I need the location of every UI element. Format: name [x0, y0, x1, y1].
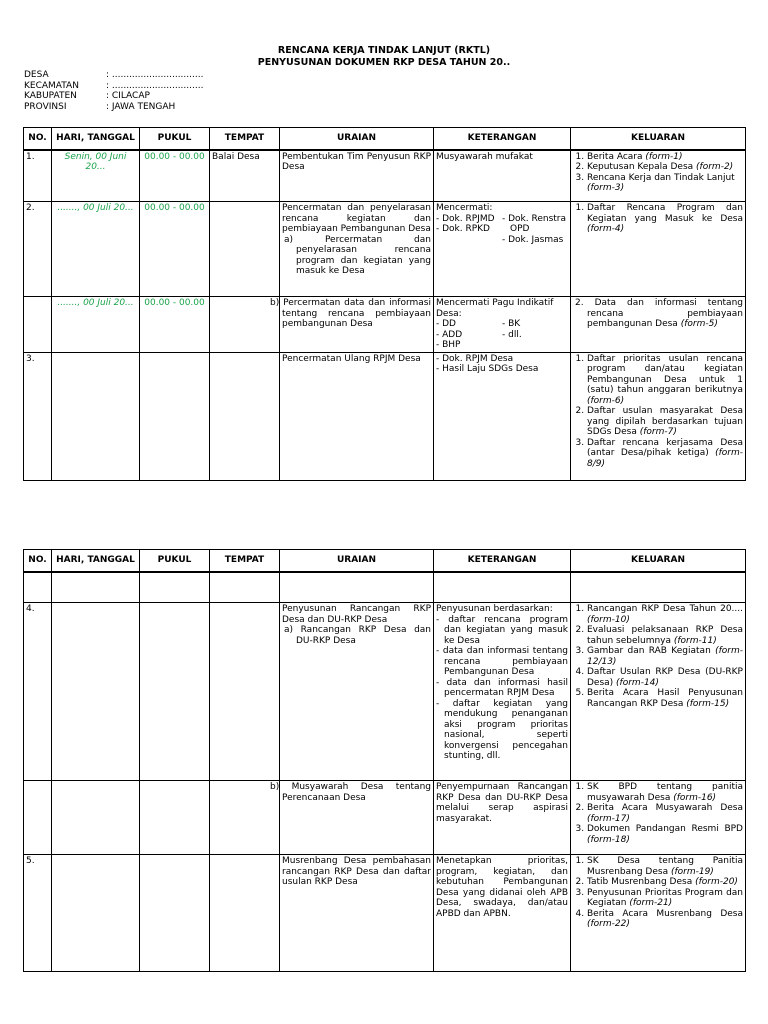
row-keterangan: Penyempurnaan Rancangan RKP Desa dan DU-RKP Desa melalui serap aspirasi masyarakat. [434, 781, 571, 855]
row-time [140, 855, 210, 972]
table-row [24, 572, 746, 603]
row-uraian: Pencermatan dan penyelarasan rencana kegiatan dan pembiayaan Pembangunan Desa a) Percermatan dan penyelarasan rencana program dan kegiatan yang masuk ke Desa [280, 202, 434, 297]
header-keluaran: KELUARAN [571, 550, 746, 572]
header-uraian: URAIAN [280, 128, 434, 150]
header-no: NO. [24, 128, 52, 150]
row-keterangan: Penyusunan berdasarkan: - daftar rencana program dan kegiatan yang masuk ke Desa - data dan informasi tentang rencana pembiayaan Pembangunan Desa - data dan informasi hasil pencermatan RPJM Desa - daftar kegiatan yang mendukung penanganan aksi program prioritas nasional, seperti konvergensi pencegahan stunting, dll. [434, 603, 571, 781]
header-tempat: TEMPAT [210, 550, 280, 572]
header-keterangan: KETERANGAN [434, 550, 571, 572]
table-row [24, 855, 746, 972]
row-keterangan: Musyawarah mufakat [434, 150, 571, 202]
row-uraian: Pencermatan Ulang RPJM Desa [280, 352, 434, 480]
header-uraian: URAIAN [280, 550, 434, 572]
row-time: 00.00 - 00.00 [140, 150, 210, 202]
row-date [52, 603, 140, 781]
row-time: 00.00 - 00.00 [140, 202, 210, 297]
row-keluaran: 1. SK BPD tentang panitia musyawarah Desa (form-16) 2. Berita Acara Musyawarah Desa (form-17) 3. Dokumen Pandangan Resmi BPD (form-18) [571, 781, 746, 855]
table-header-row [24, 550, 746, 572]
header-hari-tanggal: HARI, TANGGAL [52, 550, 140, 572]
table-row [24, 150, 746, 202]
row-keterangan: Menetapkan prioritas, program, kegiatan, dan kebutuhan Pembangunan Desa yang didanai oleh APB Desa, swadaya, dan/atau APBD dan APBN. [434, 855, 571, 972]
row-keluaran: 1. Daftar Rencana Program dan Kegiatan yang Masuk ke Desa (form-4) [571, 202, 746, 297]
header-pukul: PUKUL [140, 550, 210, 572]
row-time [140, 603, 210, 781]
header-keluaran: KELUARAN [571, 128, 746, 150]
table-header-row [24, 128, 746, 150]
document-title: RENCANA KERJA TINDAK LANJUT (RKTL) [277, 45, 491, 56]
row-date: ......., 00 Juli 20... [52, 297, 140, 353]
row-place [210, 352, 280, 480]
row-keterangan: Mencermati: - Dok. RPJMD - Dok. RPKD - Dok. Renstra OPD - Dok. Jasmas [434, 202, 571, 297]
table-row [24, 352, 746, 480]
document-subtitle: PENYUSUNAN DOKUMEN RKP DESA TAHUN 20.. [257, 57, 511, 68]
table-row [24, 603, 746, 781]
row-date [52, 855, 140, 972]
rktl-table-1 [23, 127, 746, 481]
row-time [140, 352, 210, 480]
row-no: 2. [24, 202, 52, 297]
row-uraian: b) Percermatan data dan informasi tentang rencana pembiayaan pembangunan Desa [280, 297, 434, 353]
info-provinsi: PROVINSI : JAWA TENGAH [24, 101, 176, 112]
header-pukul: PUKUL [140, 128, 210, 150]
row-uraian: Penyusunan Rancangan RKP Desa dan DU-RKP Desa a) Rancangan RKP Desa dan DU-RKP Desa [280, 603, 434, 781]
row-keterangan: Mencermati Pagu Indikatif Desa: - DD - ADD - BHP - BK - dll. [434, 297, 571, 353]
row-uraian: b) Musyawarah Desa tentang Perencanaan Desa [280, 781, 434, 855]
row-time: 00.00 - 00.00 [140, 297, 210, 353]
row-date: Senin, 00 Juni 20... [52, 150, 140, 202]
header-tempat: TEMPAT [210, 128, 280, 150]
row-date [52, 352, 140, 480]
row-date: ......., 00 Juli 20... [52, 202, 140, 297]
row-place [210, 855, 280, 972]
row-uraian: Pembentukan Tim Penyusun RKP Desa [280, 150, 434, 202]
info-kabupaten: KABUPATEN : CILACAP [24, 91, 150, 101]
row-uraian: Musrenbang Desa pembahasan rancangan RKP Desa dan daftar usulan RKP Desa [280, 855, 434, 972]
row-place [210, 202, 280, 297]
table-row [24, 297, 746, 353]
info-desa: DESA : ................................ [24, 70, 204, 80]
row-no: 3. [24, 352, 52, 480]
row-keterangan: - Dok. RPJM Desa - Hasil Laju SDGs Desa [434, 352, 571, 480]
row-keluaran: 1. SK Desa tentang Panitia Musrenbang Desa (form-19) 2. Tatib Musrenbang Desa (form-20) 3. Penyusunan Prioritas Program dan Kegiatan (form-21) 4. Berita Acara Musrenbang Desa (form-22) [571, 855, 746, 972]
row-no [24, 297, 52, 353]
info-block [24, 70, 203, 112]
row-keluaran: 1. Daftar prioritas usulan rencana program dan/atau kegiatan Pembangunan Desa untuk 1 (satu) tahun anggaran berikutnya (form-6) 2. Daftar usulan masyarakat Desa yang dipilah berdasarkan tujuan SDGs Desa (form-7) 3. Daftar rencana kerjasama Desa (antar Desa/pihak ketiga) (form-8/9) [571, 352, 746, 480]
row-place: Balai Desa [210, 150, 280, 202]
row-place [210, 603, 280, 781]
row-place [210, 297, 280, 353]
row-no: 1. [24, 150, 52, 202]
table-row [24, 781, 746, 855]
header-hari-tanggal: HARI, TANGGAL [52, 128, 140, 150]
info-kecamatan: KECAMATAN : ................................ [24, 80, 204, 91]
header-no: NO. [24, 550, 52, 572]
row-no: 5. [24, 855, 52, 972]
rktl-table-2 [23, 549, 746, 972]
row-keluaran: 1. Rancangan RKP Desa Tahun 20.... (form-10) 2. Evaluasi pelaksanaan RKP Desa tahun sebelumnya (form-11) 3. Gambar dan RAB Kegiatan (form-12/13) 4. Daftar Usulan RKP Desa (DU-RKP Desa) (form-14) 5. Berita Acara Hasil Penyusunan Rancangan RKP Desa (form-15) [571, 603, 746, 781]
header-keterangan: KETERANGAN [434, 128, 571, 150]
row-no: 4. [24, 603, 52, 781]
row-keluaran: 2. Data dan informasi tentang rencana pembiayaan pembangunan Desa (form-5) [571, 297, 746, 353]
row-keluaran: 1. Berita Acara (form-1) 2. Keputusan Kepala Desa (form-2) 3. Rencana Kerja dan Tindak Lanjut (form-3) [571, 150, 746, 202]
table-row [24, 202, 746, 297]
